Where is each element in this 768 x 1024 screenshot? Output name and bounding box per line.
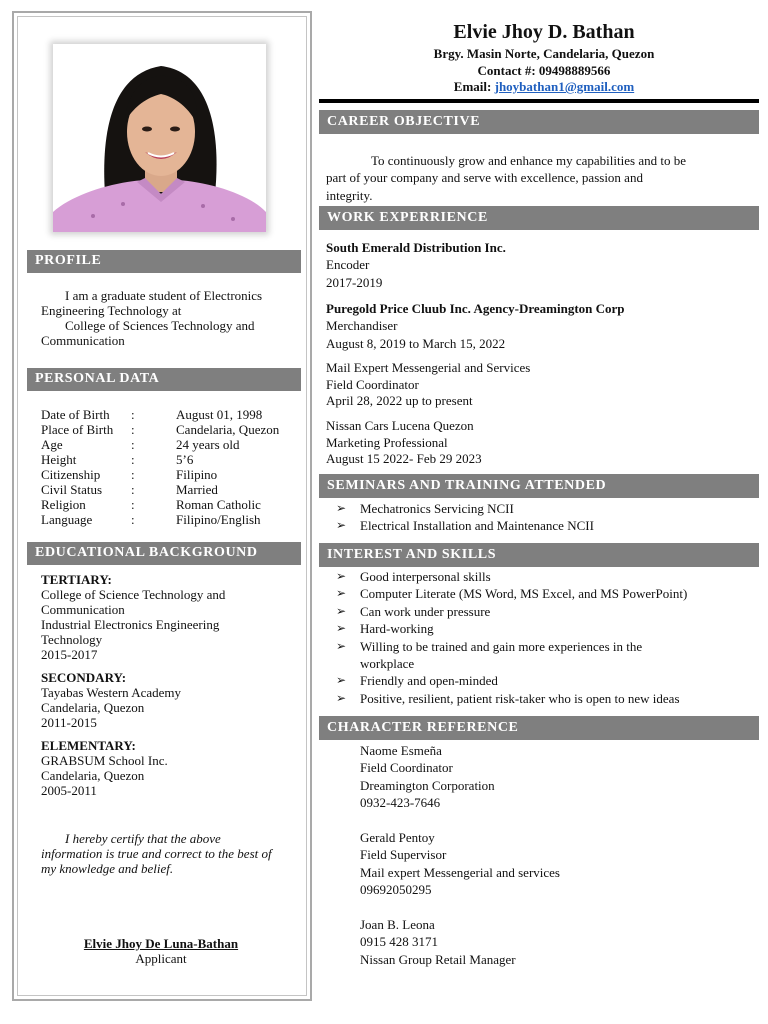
tertiary-label: TERTIARY:: [41, 572, 112, 587]
row-separator: :: [131, 497, 135, 512]
row-label: Date of Birth: [41, 407, 110, 422]
elementary-school: GRABSUM School Inc.: [41, 753, 168, 768]
personal-data-row: [41, 512, 301, 527]
personal-data-row: [41, 422, 301, 437]
row-label: Citizenship: [41, 467, 101, 482]
tertiary-line: Industrial Electronics Engineering: [41, 617, 220, 632]
row-label: Religion: [41, 497, 86, 512]
objective-line: part of your company and serve with excellence, passion and: [326, 170, 643, 186]
reference-name: Naome Esmeña: [360, 743, 442, 758]
profile-line: Engineering Technology at: [41, 303, 182, 318]
tertiary-years: 2015-2017: [41, 647, 98, 662]
personal-data-heading: PERSONAL DATA: [27, 368, 301, 391]
job-position: Merchandiser: [326, 318, 398, 334]
personal-data-row: [41, 437, 301, 452]
row-value: 24 years old: [176, 437, 240, 452]
arrowhead-bullet-icon: ➢: [336, 569, 347, 583]
career-objective-heading: CAREER OBJECTIVE: [319, 110, 759, 134]
email-link[interactable]: jhoybathan1@gmail.com: [494, 79, 635, 94]
job-dates: April 28, 2022 up to present: [326, 393, 473, 408]
list-item: [336, 517, 756, 534]
education-heading: EDUCATIONAL BACKGROUND: [27, 542, 301, 565]
row-value: Candelaria, Quezon: [176, 422, 280, 437]
row-value: Roman Catholic: [176, 497, 261, 512]
profile-photo: [53, 44, 266, 232]
secondary-years: 2011-2015: [41, 715, 97, 730]
reference-line: 0915 428 3171: [360, 934, 438, 950]
reference-line: Field Coordinator: [360, 760, 453, 776]
job-entry: [326, 360, 758, 410]
list-item: [336, 500, 756, 517]
reference-name: Gerald Pentoy: [360, 830, 435, 845]
profile-line: I am a graduate student of Electronics: [65, 288, 263, 303]
job-dates: 2017-2019: [326, 274, 383, 290]
list-item: [336, 620, 756, 637]
signature-role: Applicant: [135, 951, 187, 966]
elementary-place: Candelaria, Quezon: [41, 768, 145, 783]
arrowhead-bullet-icon: ➢: [336, 518, 347, 533]
reference-name: Joan B. Leona: [360, 917, 435, 932]
personal-data-row: [41, 467, 301, 482]
job-company: Puregold Price Cluub Inc. Agency-Dreamington Corp: [326, 301, 625, 316]
list-item: [336, 585, 756, 602]
list-item-continuation: [336, 655, 756, 672]
personal-data-row: [41, 497, 301, 512]
certification-statement: [41, 831, 303, 876]
references-heading: CHARACTER REFERENCE: [319, 716, 759, 740]
skill-text: Can work under pressure: [360, 603, 491, 619]
profile-line: Communication: [41, 333, 125, 348]
reference-line: Nissan Group Retail Manager: [360, 951, 516, 967]
skills-heading: INTEREST AND SKILLS: [319, 543, 759, 567]
skill-text: Good interpersonal skills: [360, 569, 491, 584]
job-company: Nissan Cars Lucena Quezon: [326, 418, 474, 433]
profile-line: College of Sciences Technology and: [65, 318, 255, 333]
row-separator: :: [131, 407, 135, 422]
skill-text: Positive, resilient, patient risk-taker who is open to new ideas: [360, 690, 680, 706]
secondary-school: Tayabas Western Academy: [41, 685, 182, 700]
job-company: Mail Expert Messengerial and Services: [326, 360, 531, 375]
elementary-years: 2005-2011: [41, 783, 97, 798]
elementary-label: ELEMENTARY:: [41, 738, 136, 753]
personal-data-row: [41, 452, 301, 467]
row-value: August 01, 1998: [176, 407, 263, 422]
row-value: Filipino/English: [176, 512, 261, 527]
secondary-place: Candelaria, Quezon: [41, 700, 145, 715]
address-line: Brgy. Masin Norte, Candelaria, Quezon: [433, 46, 655, 61]
job-entry: [326, 239, 758, 291]
signature-name: Elvie Jhoy De Luna-Bathan: [83, 936, 239, 951]
reference-line: Dreamington Corporation: [360, 777, 495, 793]
arrowhead-bullet-icon: ➢: [336, 586, 347, 601]
certification-line: I hereby certify that the above: [65, 831, 221, 846]
header-divider: [319, 99, 759, 103]
skills-list: [336, 568, 756, 707]
row-label: Civil Status: [41, 482, 103, 497]
row-separator: :: [131, 422, 135, 437]
personal-data-row: [41, 482, 301, 497]
arrowhead-bullet-icon: ➢: [336, 690, 347, 705]
row-label: Place of Birth: [41, 422, 114, 437]
list-item: [336, 690, 756, 707]
profile-text: [41, 288, 303, 348]
reference-line: Mail expert Messengerial and services: [360, 864, 560, 880]
career-objective-text: [326, 152, 758, 204]
contact-line: Contact #: 09498889566: [477, 63, 611, 78]
certification-line: my knowledge and belief.: [41, 861, 174, 876]
reference-line: Field Supervisor: [360, 847, 447, 863]
seminar-text: Electrical Installation and Maintenance NCII: [360, 518, 594, 534]
job-dates: August 8, 2019 to March 15, 2022: [326, 335, 506, 351]
row-separator: :: [131, 467, 135, 482]
job-entry: [326, 300, 758, 352]
email-label: Email:: [453, 79, 495, 94]
row-separator: :: [131, 452, 135, 467]
tertiary-line: Communication: [41, 602, 125, 617]
skill-text: Computer Literate (MS Word, MS Excel, and MS PowerPoint): [360, 586, 688, 602]
email-line: [320, 79, 768, 95]
reference-entry: [360, 916, 516, 968]
job-position: Encoder: [326, 257, 370, 273]
list-item: [336, 672, 756, 689]
job-entry: [326, 418, 758, 468]
job-position: Marketing Professional: [326, 434, 448, 450]
row-separator: :: [131, 512, 135, 527]
objective-line: integrity.: [326, 187, 373, 203]
seminars-heading: SEMINARS AND TRAINING ATTENDED: [319, 474, 759, 498]
secondary-label: SECONDARY:: [41, 670, 127, 685]
job-position: Field Coordinator: [326, 376, 419, 392]
arrowhead-bullet-icon: ➢: [336, 501, 347, 515]
skill-text: Willing to be trained and gain more experiences in the: [360, 638, 643, 654]
list-item: [336, 638, 756, 655]
arrowhead-bullet-icon: ➢: [336, 673, 347, 688]
tertiary-line: College of Science Technology and: [41, 587, 226, 602]
job-dates: August 15 2022- Feb 29 2023: [326, 451, 482, 466]
reference-entry: [360, 829, 560, 899]
reference-line: 0932-423-7646: [360, 795, 441, 811]
work-experience-heading: WORK EXPERRIENCE: [319, 206, 759, 230]
row-value: 5’6: [176, 452, 194, 467]
list-item: [336, 568, 756, 585]
arrowhead-bullet-icon: ➢: [336, 621, 347, 636]
seminar-text: Mechatronics Servicing NCII: [360, 501, 514, 516]
arrowhead-bullet-icon: ➢: [336, 603, 347, 618]
row-separator: :: [131, 437, 135, 452]
skill-text: workplace: [360, 656, 415, 672]
list-item: [336, 603, 756, 620]
signature-block: [41, 936, 281, 966]
row-value: Filipino: [176, 467, 218, 482]
reference-entry: [360, 742, 495, 812]
objective-line: To continuously grow and enhance my capabilities and to be: [371, 153, 686, 168]
skill-text: Hard-working: [360, 621, 434, 637]
skill-text: Friendly and open-minded: [360, 673, 498, 689]
certification-line: information is true and correct to the best of: [41, 846, 272, 861]
row-label: Height: [41, 452, 77, 467]
row-separator: :: [131, 482, 135, 497]
applicant-name: Elvie Jhoy D. Bathan: [453, 21, 635, 43]
profile-heading: PROFILE: [27, 250, 301, 273]
row-value: Married: [176, 482, 218, 497]
tertiary-line: Technology: [41, 632, 103, 647]
job-company: South Emerald Distribution Inc.: [326, 240, 506, 255]
arrowhead-bullet-icon: ➢: [336, 638, 347, 653]
secondary-block: [41, 670, 303, 730]
row-label: Age: [41, 437, 63, 452]
tertiary-block: [41, 572, 303, 662]
elementary-block: [41, 738, 303, 798]
row-label: Language: [41, 512, 93, 527]
seminars-list: [336, 500, 756, 535]
personal-data-row: [41, 407, 301, 422]
reference-line: 09692050295: [360, 882, 432, 898]
